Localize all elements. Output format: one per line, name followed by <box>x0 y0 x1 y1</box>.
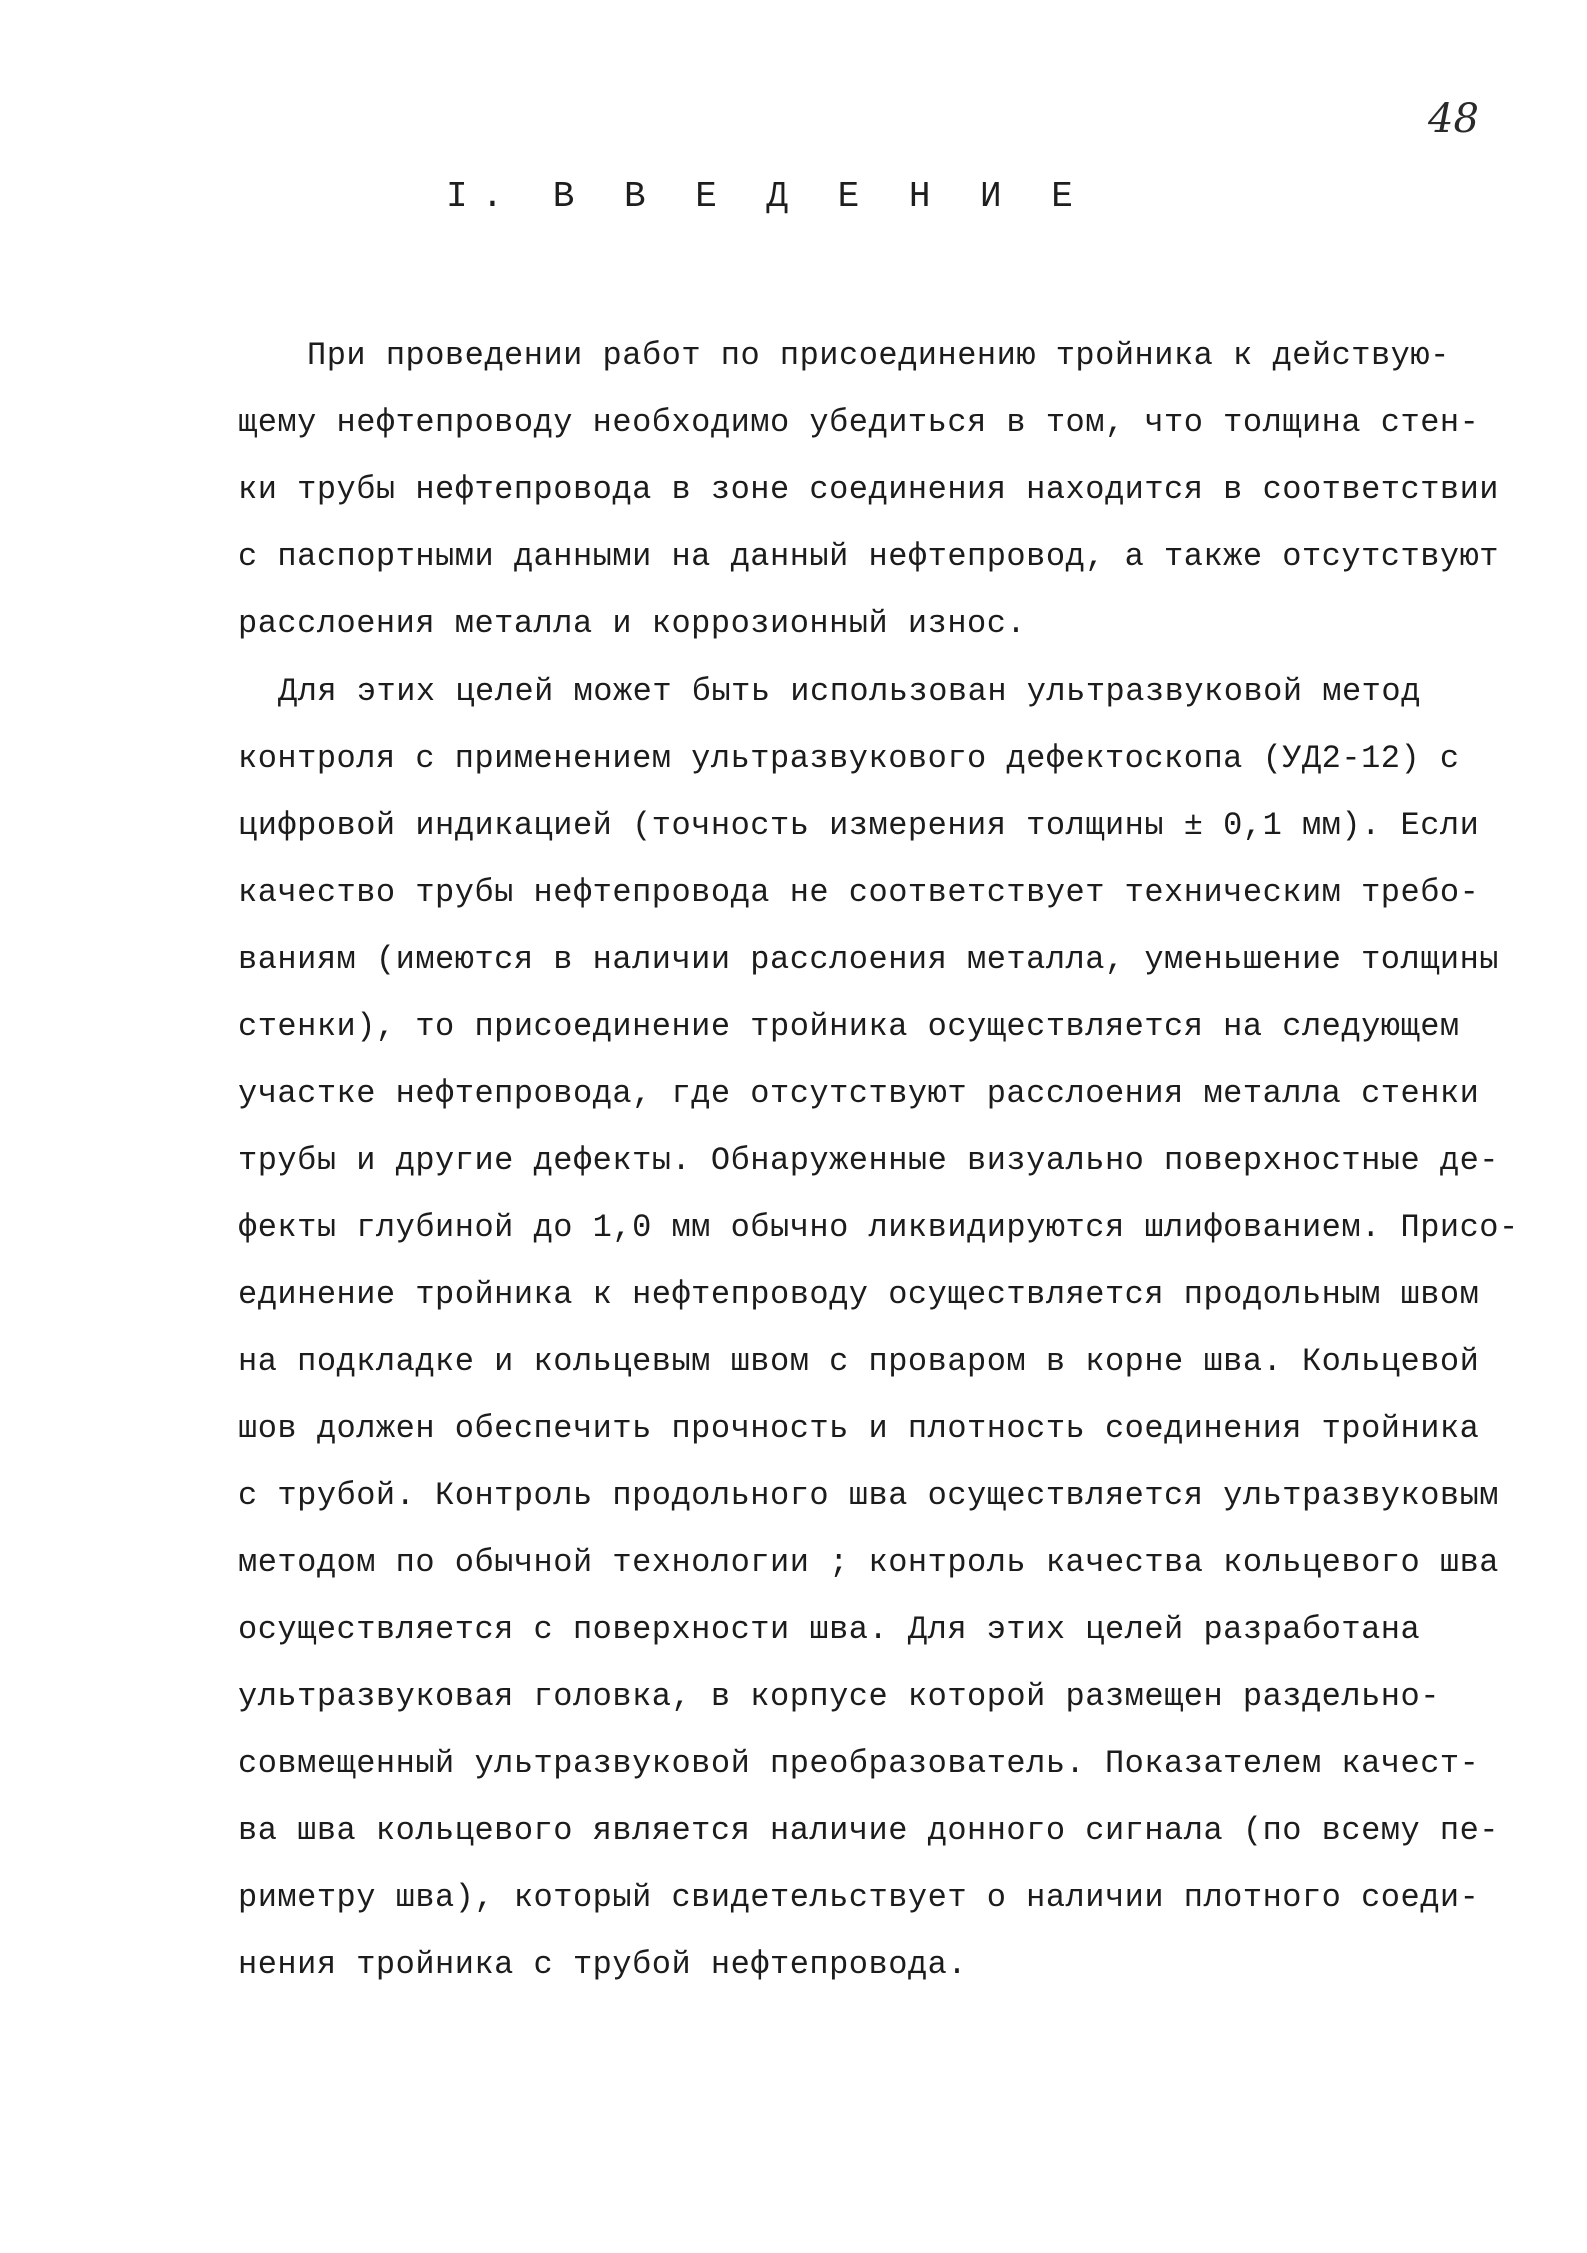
text-line: ки трубы нефтепровода в зоне соединения находится в соответствии <box>238 471 1499 508</box>
text-line: совмещенный ультразвуковой преобразователь. Показателем качест- <box>238 1745 1480 1782</box>
text-line: методом по обычной технологии ; контроль качества кольцевого шва <box>238 1544 1499 1581</box>
text-line: щему нефтепроводу необходимо убедиться в том, что толщина стен- <box>238 404 1480 441</box>
page-number: 48 <box>1428 96 1479 142</box>
text-line: цифровой индикацией (точность измерения толщины ± 0,1 мм). Если <box>238 807 1480 844</box>
text-line: трубы и другие дефекты. Обнаруженные визуально поверхностные де- <box>238 1142 1499 1179</box>
text-line: с паспортными данными на данный нефтепровод, а также отсутствуют <box>238 538 1499 575</box>
section-heading: I. В В Е Д Е Н И Е <box>446 176 1087 217</box>
text-line: нения тройника с трубой нефтепровода. <box>238 1946 968 1983</box>
text-line: стенки), то присоединение тройника осуществляется на следующем <box>238 1008 1460 1045</box>
text-line: шов должен обеспечить прочность и плотность соединения тройника <box>238 1410 1480 1447</box>
text-line: осуществляется с поверхности шва. Для этих целей разработана <box>238 1611 1421 1648</box>
text-line: ваниям (имеются в наличии расслоения металла, уменьшение толщины <box>238 941 1499 978</box>
text-line: на подкладке и кольцевым швом с проваром в корне шва. Кольцевой <box>238 1343 1480 1380</box>
text-line: При проведении работ по присоединению тройника к действую- <box>307 337 1450 374</box>
text-line: расслоения металла и коррозионный износ. <box>238 605 1027 642</box>
text-line: ва шва кольцевого является наличие донного сигнала (по всему пе- <box>238 1812 1499 1849</box>
text-line: фекты глубиной до 1,0 мм обычно ликвидируются шлифованием. Присо- <box>238 1209 1519 1246</box>
text-line: участке нефтепровода, где отсутствуют расслоения металла стенки <box>238 1075 1480 1112</box>
text-line: ультразвуковая головка, в корпусе которой размещен раздельно- <box>238 1678 1440 1715</box>
text-line: с трубой. Контроль продольного шва осуществляется ультразвуковым <box>238 1477 1499 1514</box>
text-line: качество трубы нефтепровода не соответствует техническим требо- <box>238 874 1480 911</box>
text-line: единение тройника к нефтепроводу осуществляется продольным швом <box>238 1276 1480 1313</box>
text-line: риметру шва), который свидетельствует о наличии плотного соеди- <box>238 1879 1480 1916</box>
text-line: контроля с применением ультразвукового дефектоскопа (УД2-12) с <box>238 740 1460 777</box>
text-line: Для этих целей может быть использован ультразвуковой метод <box>278 673 1421 710</box>
